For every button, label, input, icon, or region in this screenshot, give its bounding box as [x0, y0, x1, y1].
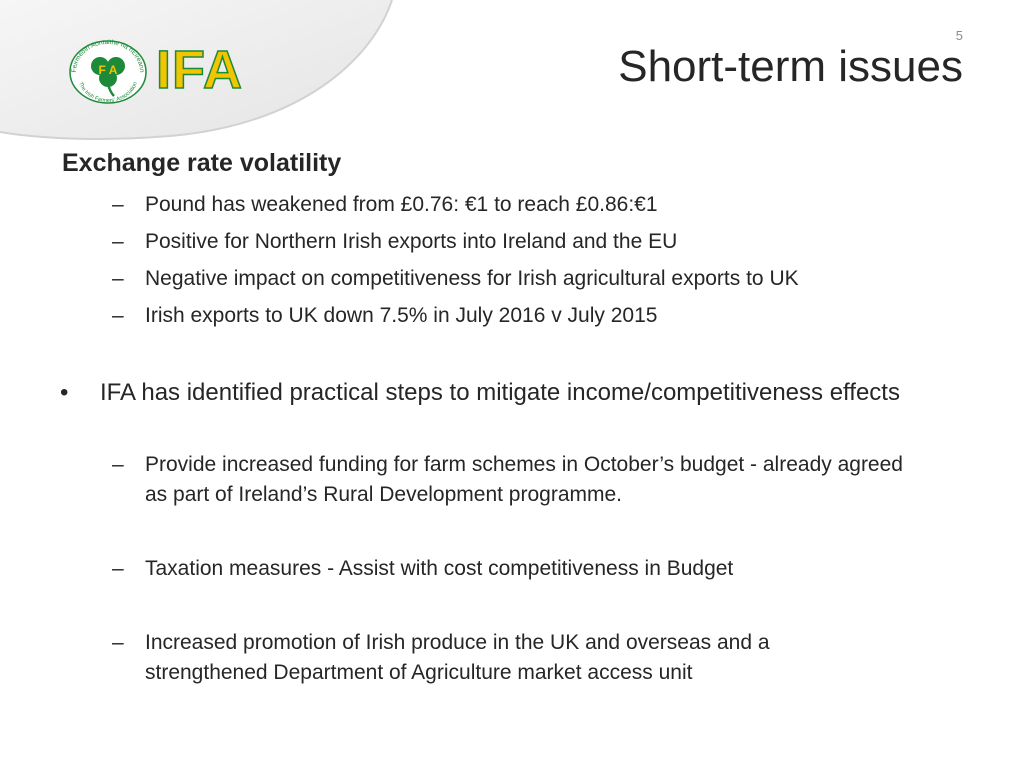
slide-title: Short-term issues: [618, 42, 963, 91]
bullet-text: IFA has identified practical steps to mitigate income/competitiveness effects: [100, 379, 900, 406]
dash-marker: –: [112, 304, 124, 327]
list-item: [112, 450, 912, 510]
ifa-seal-emblem: [66, 36, 150, 104]
dash-marker: –: [112, 193, 124, 216]
list-item-text: Irish exports to UK down 7.5% in July 2016 v July 2015: [145, 304, 658, 327]
list-item-text: Provide increased funding for farm schemes in October’s budget - already agreed as part of Ireland’s Rural Development programme.: [145, 453, 903, 506]
list-item-text: Taxation measures - Assist with cost competitiveness in Budget: [145, 557, 734, 580]
seal-top-text: Feirmeoirí Aontaithe na hÉireann: [70, 38, 146, 73]
dash-marker: –: [112, 267, 124, 290]
dash-marker: –: [112, 453, 124, 476]
list-item: [112, 554, 912, 584]
dash-marker: –: [112, 230, 124, 253]
dash-marker: –: [112, 631, 124, 654]
list-item-text: Negative impact on competitiveness for Irish agricultural exports to UK: [145, 267, 799, 290]
list-item-text: Positive for Northern Irish exports into Ireland and the EU: [145, 230, 678, 253]
list-item: [112, 628, 852, 688]
slide-number: 5: [955, 28, 963, 43]
section-heading: Exchange rate volatility: [62, 149, 342, 177]
list-item: [112, 227, 677, 257]
bullet-item: [60, 376, 920, 410]
dash-marker: –: [112, 557, 124, 580]
seal-letters: F A: [98, 63, 118, 77]
ifa-wordmark: IFA: [156, 40, 244, 100]
list-item-text: Pound has weakened from £0.76: €1 to reach £0.86:€1: [145, 193, 658, 216]
list-item: [112, 264, 799, 294]
list-item: [112, 190, 658, 220]
list-item: [112, 301, 657, 331]
seal-bottom-text: The Irish Farmers' Association: [77, 81, 139, 104]
bullet-marker: •: [60, 379, 69, 406]
list-item-text: Increased promotion of Irish produce in the UK and overseas and a strengthened Department of Agriculture market access unit: [145, 631, 770, 684]
ifa-logo: [66, 36, 243, 104]
